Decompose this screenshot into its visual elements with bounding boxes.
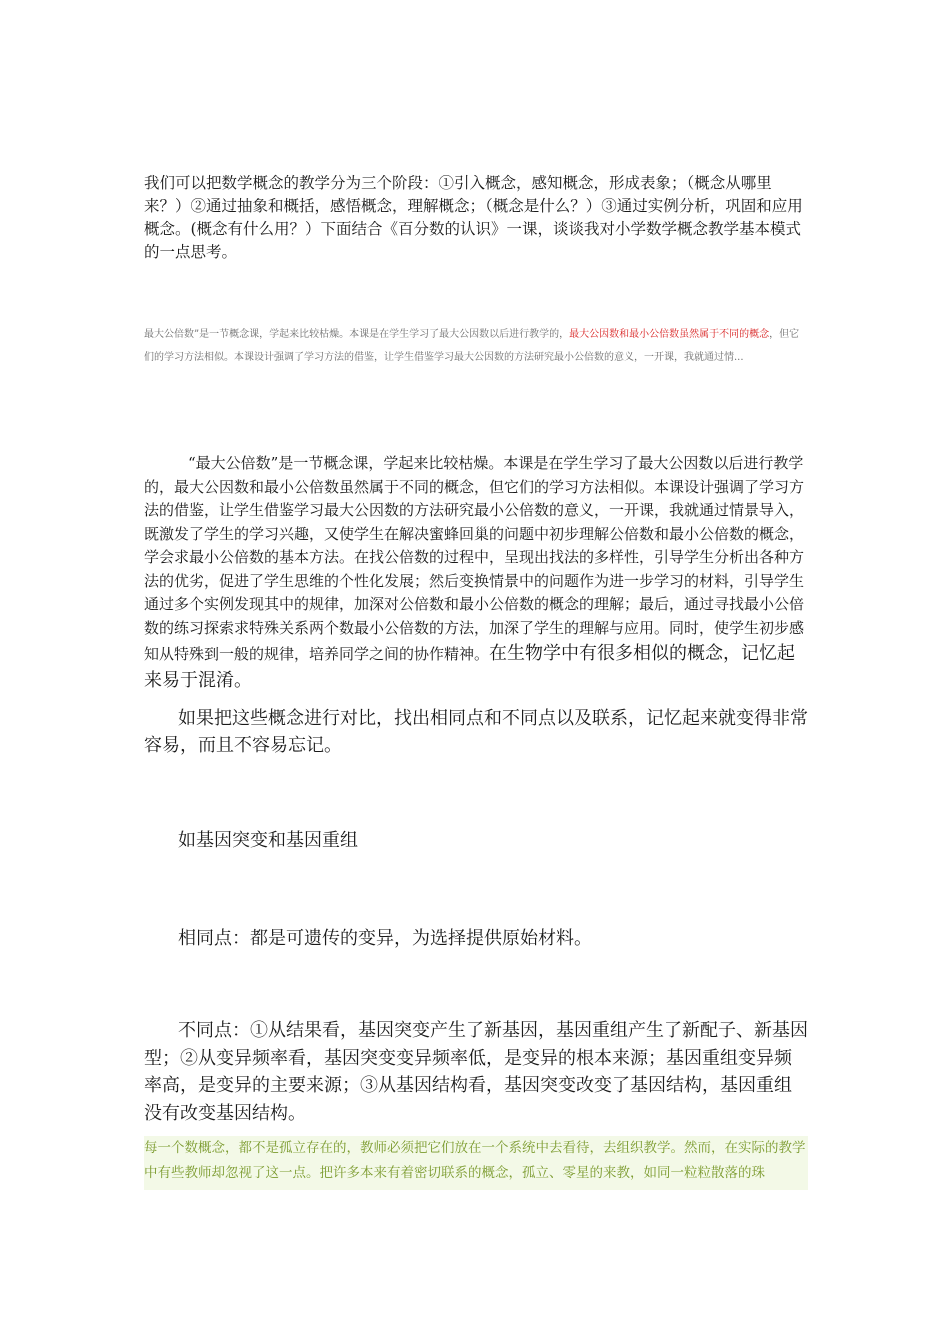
main-paragraph: [144, 452, 808, 694]
example-line: 如基因突变和基因重组: [178, 830, 358, 851]
diff-points-paragraph: [144, 1017, 808, 1127]
excerpt-highlight: 最大公因数和最小公倍数虽然属于不同的概念: [569, 329, 770, 340]
intro-paragraph: 我们可以把数学概念的教学分为三个阶段：①引入概念，感知概念，形成表象；（概念从哪里来？）②通过抽象和概括，感悟概念，理解概念；（概念是什么？）③通过实例分析，巩固和应用概念。(概念有什么用？）下面结合《百分数的认识》一课，谈谈我对小学数学概念教学基本模式的一点思考。: [144, 174, 803, 261]
main-text: “最大公倍数”是一节概念课，学起来比较枯燥。本课是在学生学习了最大公因数以后进行教学的，最大公因数和最小公倍数虽然属于不同的概念，但它们的学习方法相似。本课设计强调了学习方法的借鉴，让学生借鉴学习最大公因数的方法研究最小公倍数的意义，一开课，我就通过情景导入，既激发了学生的学习兴趣，又使学生在解决蜜蜂回巢的问题中初步理解公倍数和最小公倍数的概念，学会求最小公倍数的基本方法。在找公倍数的过程中，呈现出找法的多样性，引导学生分析出各种方法的优劣，促进了学生思维的个性化发展；然后变换情景中的问题作为进一步学习的材料，引导学生通过多个实例发现其中的规律，加深对公倍数和最小公倍数的概念的理解；最后，通过寻找最小公倍数的练习探索求特殊关系两个数最小公倍数的方法，加深了学生的理解与应用。同时，使学生初步感知从特殊到一般的规律，培养同学之间的协作精神。: [144, 454, 805, 663]
diff-points-text: 不同点：①从结果看，基因突变产生了新基因，基因重组产生了新配子、新基因型；②从变异频率看，基因突变变异频率低，是变异的根本来源；基因重组变异频率高，是变异的主要来源；③从基因结构看，基因突变改变了基因结构，基因重组没有改变基因结构。: [144, 1020, 808, 1124]
contrast-text: 如果把这些概念进行对比，找出相同点和不同点以及联系，记忆起来就变得非常容易，而且不容易忘记。: [144, 708, 808, 756]
main-tail-text: 在生物学中有很多相似的概念，记忆起来易于混淆。: [144, 643, 796, 691]
footer-excerpt: 每一个数概念，都不是孤立存在的，教师必须把它们放在一个系统中去看待，去组织教学。然而，在实际的教学中有些教师却忽视了这一点。把许多本来有着密切联系的概念，孤立、零星的来教，如同一粒粒散落的珠: [144, 1136, 808, 1190]
same-points-line: 相同点：都是可遗传的变异，为选择提供原始材料。: [178, 928, 592, 949]
excerpt-text-start: 最大公倍数”是一节概念课，学起来比较枯燥。本课是在学生学习了最大公因数以后进行教学的，: [144, 329, 570, 340]
contrast-paragraph: [144, 705, 808, 759]
excerpt-text-end: ，但它们的学习方法相似。本课设计强调了学习方法的借鉴，让学生借鉴学习最大公因数的方法研究最小公倍数的意义，一开课，我就通过情...: [144, 329, 800, 363]
excerpt-paragraph: [144, 323, 808, 369]
